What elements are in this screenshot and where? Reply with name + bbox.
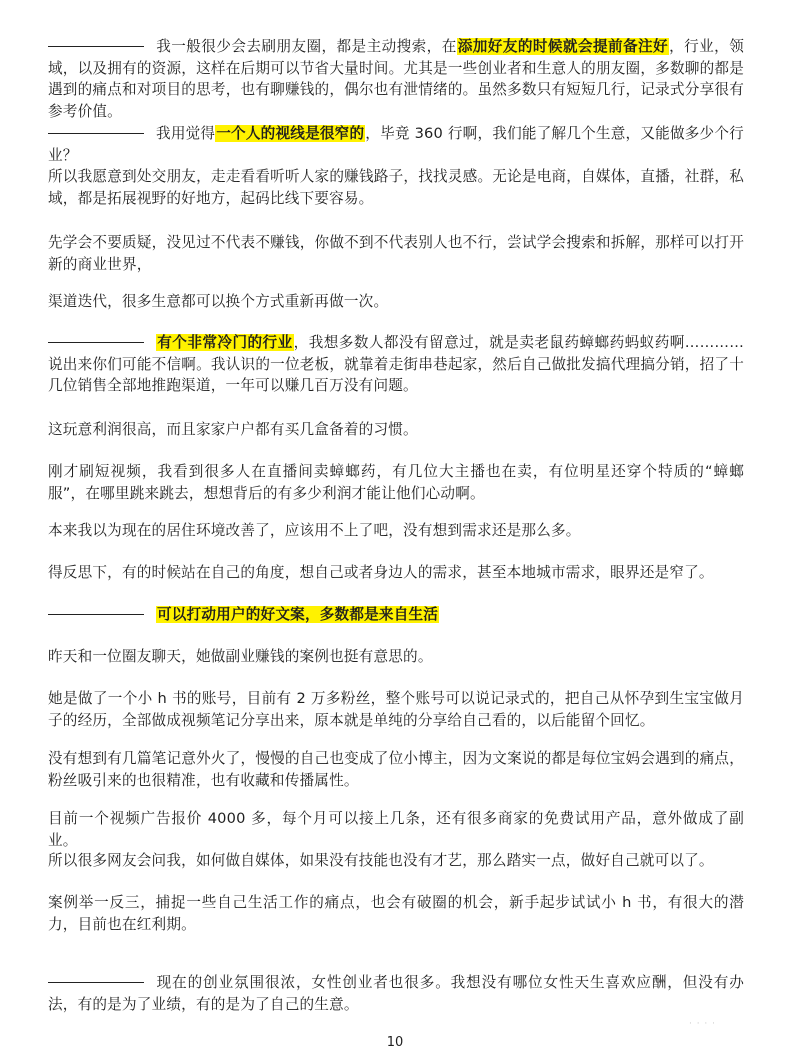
paragraph-text: ，行业，领域，以及拥有的资源，这样在后期可以节省大量时间。尤其是一些创业者和生意人的朋友圈，多数聊的都是遇到的痛点和对项目的思考，也有聊赚钱的，偶尔也有泄情绪的。虽然多数只有短短几行，记录式分享很有参考价值。 (48, 38, 744, 120)
paragraph (48, 419, 744, 441)
paragraph-text: 刚才刷短视频，我看到很多人在直播间卖蟑螂药，有几位大主播也在卖，有位明星还穿个特质的“蟑螂服”，在哪里跳来跳去，想想背后的有多少利润才能让他们心动啊。 (48, 463, 744, 502)
paragraph (48, 520, 744, 542)
paragraph-text: 昨天和一位圈友聊天，她做副业赚钱的案例也挺有意思的。 (48, 648, 433, 665)
paragraph (48, 461, 744, 504)
lead-rule (48, 982, 144, 983)
paragraph-text: 目前一个视频广告报价 4000 多，每个月可以接上几条，还有很多商家的免费试用产品，意外做成了副业。 (48, 810, 744, 849)
page-number: 10 (386, 1035, 404, 1050)
paragraph-text: 先学会不要质疑，没见过不代表不赚钱，你做不到不代表别人也不行，尝试学会搜索和拆解，那样可以打开新的商业世界， (48, 234, 744, 273)
highlighted-phrase: 添加好友的时候就会提前备注好 (457, 38, 669, 55)
lead-rule (48, 133, 144, 134)
highlighted-phrase: 一个人的视线是很窄的 (216, 125, 365, 142)
paragraph-text: 本来我以为现在的居住环境改善了，应该用不上了吧，没有想到需求还是那么多。 (48, 522, 581, 539)
paragraph-text: 现在的创业氛围很浓，女性创业者也很多。我想没有哪位女性天生喜欢应酬，但没有办法，有的是为了业绩，有的是为了自己的生意。 (48, 974, 744, 1013)
paragraph (48, 123, 744, 166)
paragraph-text: 我一般很少会去刷朋友圈，都是主动搜索，在 (156, 38, 457, 55)
paragraph-text: 得反思下，有的时候站在自己的角度，想自己或者身边人的需求，甚至本地城市需求，眼界还是窄了。 (48, 564, 714, 581)
paragraph (48, 562, 744, 584)
faint-watermark: · · · · (688, 1019, 716, 1029)
paragraph (48, 36, 744, 122)
paragraph-text: 我用觉得 (156, 125, 216, 142)
lead-rule (48, 614, 144, 615)
lead-rule (48, 46, 144, 47)
paragraph (48, 332, 744, 397)
paragraph-text: 没有想到有几篇笔记意外火了，慢慢的自己也变成了位小博主，因为文案说的都是每位宝妈会遇到的痛点，粉丝吸引来的也很精准，也有收藏和传播属性。 (48, 750, 744, 789)
paragraph-text: 渠道迭代，很多生意都可以换个方式重新再做一次。 (48, 293, 389, 310)
paragraph (48, 604, 744, 626)
paragraph-text: 所以很多网友会问我，如何做自媒体，如果没有技能也没有才艺，那么踏实一点，做好自己就可以了。 (48, 852, 714, 869)
paragraph (48, 808, 744, 851)
paragraph (48, 892, 744, 935)
highlighted-phrase: 有个非常冷门的行业 (157, 334, 293, 351)
paragraph-text: ，我想多数人都没有留意过，就是卖老鼠药蟑螂药蚂蚁药啊…………说出来你们可能不信啊。我认识的一位老板，就靠着走街串巷起家，然后自己做批发搞代理搞分销，招了十几位销售全部地推跑渠道，一年可以赚几百万没有问题。 (48, 334, 744, 394)
highlighted-phrase: 可以打动用户的好文案，多数都是来自生活 (157, 606, 439, 623)
paragraph (48, 850, 744, 872)
paragraph (48, 646, 744, 668)
lead-rule (48, 342, 144, 343)
paragraph (48, 748, 744, 791)
paragraph (48, 232, 744, 275)
paragraph (48, 166, 744, 209)
paragraph (48, 291, 744, 313)
paragraph (48, 972, 744, 1015)
paragraph-text: 所以我愿意到处交朋友，走走看看听听人家的赚钱路子，找找灵感。无论是电商，自媒体，直播，社群，私域，都是拓展视野的好地方，起码比线下要容易。 (48, 168, 744, 207)
paragraph (48, 688, 744, 731)
paragraph-text: ，毕竟 360 行啊，我们能了解几个生意，又能做多少个行业？ (48, 125, 744, 164)
paragraph-text: 案例举一反三，捕捉一些自己生活工作的痛点，也会有破圈的机会，新手起步试试小 h 书，有很大的潜力，目前也在红利期。 (48, 894, 744, 933)
paragraph-text: 这玩意利润很高，而且家家户户都有买几盒备着的习惯。 (48, 421, 418, 438)
paragraph-text: 她是做了一个小 h 书的账号，目前有 2 万多粉丝，整个账号可以说记录式的，把自己从怀孕到生宝宝做月子的经历，全部做成视频笔记分享出来，原本就是单纯的分享给自己看的，以后能留个回忆。 (48, 690, 744, 729)
